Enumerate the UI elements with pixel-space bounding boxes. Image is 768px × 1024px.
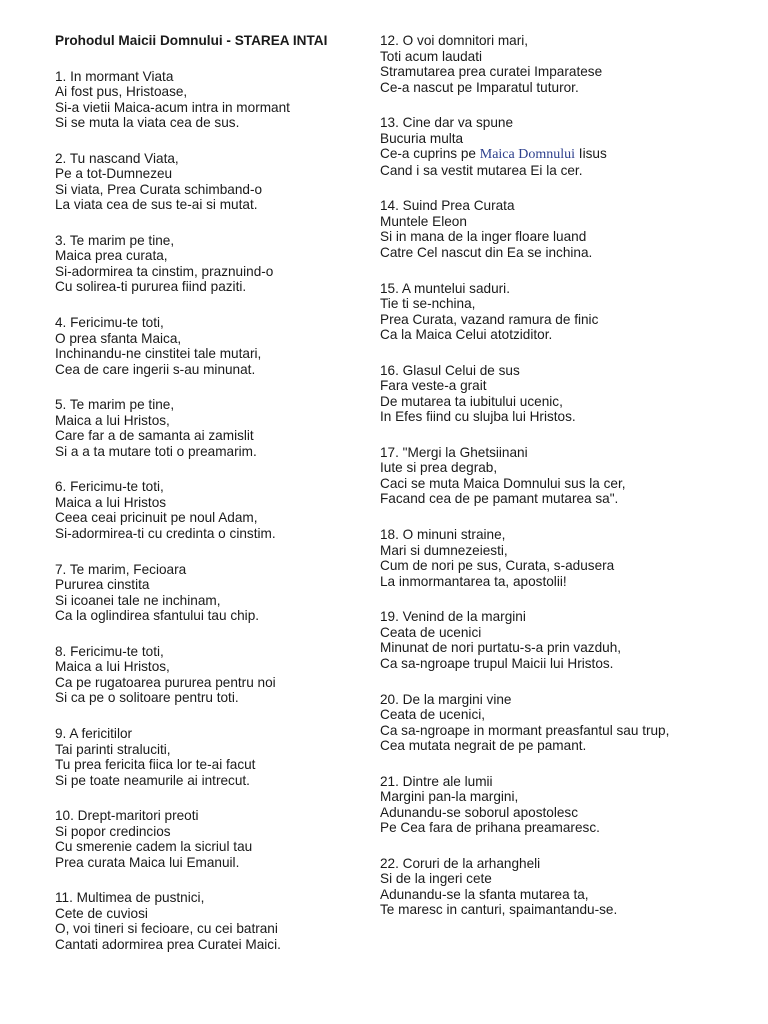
stanza-line: Ca pe rugatoarea pururea pentru noi <box>55 674 276 690</box>
stanza <box>380 445 720 507</box>
stanza <box>380 198 720 260</box>
stanza-line: Bucuria multa <box>380 130 464 146</box>
stanza-line: Si a a ta mutare toti o preamarim. <box>55 443 257 459</box>
stanza-line: 20. De la margini vine <box>380 691 512 707</box>
maica-domnului-link[interactable]: Maica Domnului <box>479 147 576 163</box>
stanza-line <box>380 146 720 163</box>
stanza-line: Toti acum laudati <box>380 48 483 64</box>
stanza <box>55 808 365 870</box>
stanza-line: Ceata de ucenici <box>380 624 482 640</box>
stanza-line: 19. Venind de la margini <box>380 609 526 625</box>
stanza-line: Tu prea fericita fiica lor te-ai facut <box>55 757 256 772</box>
stanza-line: Adunandu-se la sfanta mutarea ta, <box>380 886 589 902</box>
stanza-line: Si-a vietii Maica-acum intra in mormant <box>55 99 290 115</box>
stanza-line: Care far a de samanta ai zamislit <box>55 428 254 444</box>
stanza-line: Cum de nori pe sus, Curata, s-adusera <box>380 558 615 574</box>
stanza-line: Cete de cuviosi <box>55 905 148 921</box>
stanza-line: Cu solirea-ti pururea fiind paziti. <box>55 279 247 295</box>
stanza-line: Cand i sa vestit mutarea Ei la cer. <box>380 162 583 178</box>
stanza-line: 11. Multimea de pustnici, <box>55 890 205 906</box>
stanza <box>380 33 720 95</box>
stanza-line: Si viata, Prea Curata schimband-o <box>55 181 263 197</box>
stanza-line: Si in mana de la inger floare luand <box>380 229 587 245</box>
stanza <box>380 115 720 178</box>
line-text: Ce-a cuprins pe <box>380 146 480 162</box>
stanza-line: Si icoanei tale ne inchinam, <box>55 592 221 608</box>
left-column <box>55 33 365 973</box>
stanza-line: Te maresc in canturi, spaimantandu-se. <box>380 902 618 918</box>
stanza-line: Ca la Maica Celui atotziditor. <box>380 327 553 343</box>
stanza-line: Inchinandu-ne cinstitei tale mutari, <box>55 346 262 362</box>
stanza <box>55 726 365 788</box>
stanza-line: 21. Dintre ale lumii <box>380 773 493 789</box>
stanza-line: Cu smerenie cadem la sicriul tau <box>55 839 253 855</box>
stanza <box>55 69 365 131</box>
stanza-line: Mari si dumnezeiesti, <box>380 542 508 558</box>
stanza-line: 12. O voi domnitori mari, <box>380 33 529 48</box>
stanza-line: Adunandu-se soborul apostolesc <box>380 804 578 820</box>
stanza-line: Ai fost pus, Hristoase, <box>55 84 188 99</box>
stanza <box>55 644 365 706</box>
stanza-line: Prea curata Maica lui Emanuil. <box>55 854 240 870</box>
stanza-line: Si de la ingeri cete <box>380 871 492 887</box>
stanza-line: 18. O minuni straine, <box>380 527 506 543</box>
stanza-line: O prea sfanta Maica, <box>55 330 182 346</box>
stanza-line: 3. Te marim pe tine, <box>55 232 175 248</box>
stanza <box>380 692 720 754</box>
stanza-line: Maica a lui Hristos <box>55 494 167 510</box>
document-title: Prohodul Maicii Domnului - STAREA INTAI <box>55 33 328 48</box>
stanza-line: 17. "Mergi la Ghetsiinani <box>380 444 528 460</box>
stanza-line: 16. Glasul Celui de sus <box>380 362 520 378</box>
stanza-line: Si-adormirea-ti cu credinta o cinstim. <box>55 525 276 541</box>
stanza <box>380 774 720 836</box>
stanza-line: 6. Fericimu-te toti, <box>55 479 164 495</box>
stanza-line: Ca sa-ngroape trupul Maicii lui Hristos. <box>380 655 614 671</box>
stanza-line: 1. In mormant Viata <box>55 68 174 84</box>
stanza-line: 13. Cine dar va spune <box>380 115 514 131</box>
stanza-line: Ca la oglindirea sfantului tau chip. <box>55 608 260 624</box>
stanza-line: Stramutarea prea curatei Imparatese <box>380 64 603 79</box>
stanza-line: Cantati adormirea prea Curatei Maici. <box>55 936 281 952</box>
stanza-line: 15. A muntelui saduri. <box>380 280 510 296</box>
stanza-line: Si popor credincios <box>55 823 171 839</box>
stanza-line: Minunat de nori purtatu-s-a prin vazduh, <box>380 640 622 656</box>
stanza-line: 7. Te marim, Fecioara <box>55 561 187 577</box>
stanza <box>55 890 365 952</box>
stanza-line: Si ca pe o solitoare pentru toti. <box>55 690 239 706</box>
stanza-line: 5. Te marim pe tine, <box>55 397 175 413</box>
stanza-line: Ce-a nascut pe Imparatul tuturor. <box>380 79 579 95</box>
stanza-line: De mutarea ta iubitului ucenic, <box>380 393 563 409</box>
stanza-line: Maica prea curata, <box>55 248 168 264</box>
stanza-line: 22. Coruri de la arhangheli <box>380 855 541 871</box>
stanza <box>380 281 720 343</box>
stanza-line: 9. A fericitilor <box>55 726 133 741</box>
stanza-line: Tie ti se-nchina, <box>380 296 476 312</box>
stanza-line: La viata cea de sus te-ai si mutat. <box>55 197 258 213</box>
stanza-line: Maica a lui Hristos, <box>55 412 170 428</box>
stanza-line: Ca sa-ngroape in mormant preasfantul sau trup, <box>380 722 670 738</box>
stanza <box>55 233 365 295</box>
stanza-line: 8. Fericimu-te toti, <box>55 643 164 659</box>
stanza <box>380 527 720 589</box>
stanza-line: Cea mutata negrait de pe pamant. <box>380 738 587 753</box>
stanza-line: 10. Drept-maritori preoti <box>55 808 199 824</box>
stanza-line: Pururea cinstita <box>55 577 150 593</box>
stanza-line: Si pe toate neamurile ai intrecut. <box>55 772 250 788</box>
stanza-line: Muntele Eleon <box>380 213 467 229</box>
stanza-line: 4. Fericimu-te toti, <box>55 315 164 331</box>
stanza <box>55 397 365 459</box>
stanza <box>55 562 365 624</box>
stanza-line: In Efes fiind cu slujba lui Hristos. <box>380 409 576 425</box>
stanza-line: Prea Curata, vazand ramura de finic <box>380 311 599 327</box>
stanza-line: Ceata de ucenici, <box>380 707 486 722</box>
stanza-line: Si-adormirea ta cinstim, praznuind-o <box>55 263 274 279</box>
stanza <box>55 315 365 377</box>
stanza-line: Iute si prea degrab, <box>380 460 498 476</box>
stanza-line: Pe Cea fara de prihana preamaresc. <box>380 820 600 836</box>
stanza-line: La inmormantarea ta, apostolii! <box>380 573 567 589</box>
stanza-line: Tai parinti straluciti, <box>55 741 171 757</box>
stanza <box>380 856 720 918</box>
stanza-line: Pe a tot-Dumnezeu <box>55 166 173 182</box>
stanza-line: Si se muta la viata cea de sus. <box>55 115 240 130</box>
stanza-line: Caci se muta Maica Domnului sus la cer, <box>380 475 626 491</box>
stanza-line: 2. Tu nascand Viata, <box>55 150 179 166</box>
stanza-line: O, voi tineri si fecioare, cu cei batrani <box>55 921 278 937</box>
stanza-line: Ceea ceai pricinuit pe noul Adam, <box>55 510 258 526</box>
stanza <box>380 609 720 671</box>
stanza-line: Facand cea de pe pamant mutarea sa". <box>380 491 619 507</box>
stanza-line: Cea de care ingerii s-au minunat. <box>55 361 256 377</box>
stanza <box>55 479 365 541</box>
stanza-line: 14. Suind Prea Curata <box>380 198 515 214</box>
stanza-line: Fara veste-a grait <box>380 378 487 394</box>
line-text: Iisus <box>575 146 607 162</box>
stanza <box>55 151 365 213</box>
stanza <box>380 363 720 425</box>
stanza-line: Margini pan-la margini, <box>380 789 519 805</box>
stanza-line: Catre Cel nascut din Ea se inchina. <box>380 244 593 260</box>
right-column <box>380 33 720 938</box>
stanza-line: Maica a lui Hristos, <box>55 659 170 675</box>
